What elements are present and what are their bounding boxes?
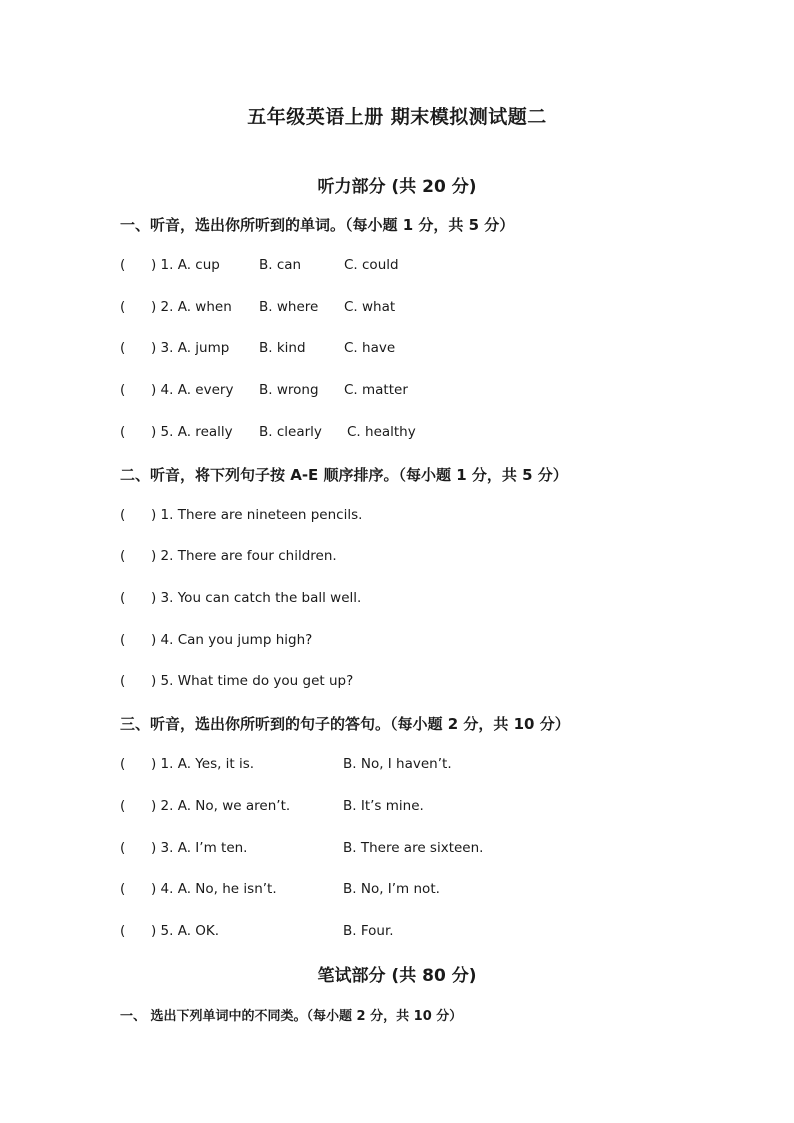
answer-bracket: ( — [120, 507, 126, 523]
option-b: B. No, I haven’t. — [343, 756, 452, 772]
option-a: ) 3. A. jump — [151, 340, 230, 356]
answer-bracket: ( — [120, 257, 126, 273]
option-c: C. matter — [344, 382, 408, 398]
answer-bracket: ( — [120, 798, 126, 814]
written-section1-heading: 一、 选出下列单词中的不同类。（每小题 2 分，共 10 分） — [120, 1009, 463, 1024]
option-a: ) 4. A. No, he isn’t. — [151, 881, 277, 897]
option-b: B. Four. — [343, 923, 394, 939]
option-a: ) 5. A. OK. — [151, 923, 220, 939]
answer-bracket: ( — [120, 590, 126, 606]
option-b: B. clearly — [259, 424, 322, 440]
option-a: ) 2. A. No, we aren’t. — [151, 798, 291, 814]
option-a: ) 1. A. cup — [151, 257, 220, 273]
option-c: C. have — [344, 340, 396, 356]
option-c: C. could — [344, 257, 399, 273]
option-b: B. can — [259, 257, 302, 273]
sentence-text: ) 5. What time do you get up? — [151, 673, 354, 689]
option-a: ) 1. A. Yes, it is. — [151, 756, 255, 772]
answer-bracket: ( — [120, 840, 126, 856]
option-c: C. healthy — [347, 424, 416, 440]
answer-bracket: ( — [120, 382, 126, 398]
answer-bracket: ( — [120, 756, 126, 772]
listening-section3-heading: 三、听音，选出你所听到的句子的答句。（每小题 2 分，共 10 分） — [120, 715, 570, 733]
option-c: C. what — [344, 299, 396, 315]
option-b: B. No, I’m not. — [343, 881, 440, 897]
option-a: ) 4. A. every — [151, 382, 234, 398]
option-b: B. where — [259, 299, 319, 315]
answer-bracket: ( — [120, 424, 126, 440]
answer-bracket: ( — [120, 673, 126, 689]
listening-section2-heading: 二、听音，将下列句子按 A-E 顺序排序。（每小题 1 分，共 5 分） — [120, 466, 568, 484]
option-b: B. wrong — [259, 382, 319, 398]
sentence-text: ) 4. Can you jump high? — [151, 632, 313, 648]
sentence-text: ) 2. There are four children. — [151, 548, 337, 564]
option-b: B. kind — [259, 340, 306, 356]
option-b: B. It’s mine. — [343, 798, 424, 814]
answer-bracket: ( — [120, 923, 126, 939]
option-a: ) 3. A. I’m ten. — [151, 840, 248, 856]
answer-bracket: ( — [120, 881, 126, 897]
answer-bracket: ( — [120, 632, 126, 648]
option-a: ) 5. A. really — [151, 424, 233, 440]
listening-part-title: 听力部分 (共 20 分) — [317, 177, 477, 197]
sentence-text: ) 3. You can catch the ball well. — [151, 590, 362, 606]
answer-bracket: ( — [120, 340, 126, 356]
page-title: 五年级英语上册 期末模拟测试题二 — [247, 106, 547, 128]
option-a: ) 2. A. when — [151, 299, 232, 315]
listening-section1-heading: 一、听音，选出你所听到的单词。（每小题 1 分，共 5 分） — [120, 216, 515, 234]
sentence-text: ) 1. There are nineteen pencils. — [151, 507, 363, 523]
answer-bracket: ( — [120, 548, 126, 564]
answer-bracket: ( — [120, 299, 126, 315]
written-part-title: 笔试部分 (共 80 分) — [317, 966, 477, 986]
option-b: B. There are sixteen. — [343, 840, 484, 856]
